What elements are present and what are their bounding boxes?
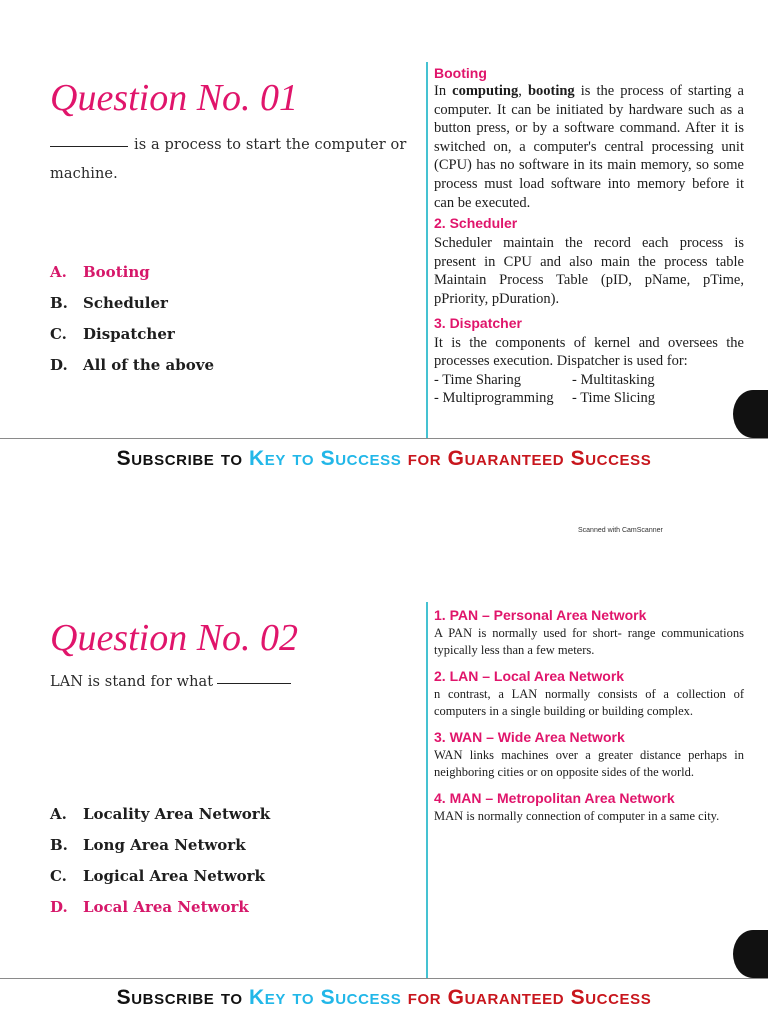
lan-heading: 2. LAN – Local Area Network bbox=[434, 668, 625, 684]
dispatcher-heading: 3. Dispatcher bbox=[434, 314, 522, 331]
explanation-panel bbox=[434, 607, 744, 825]
booting-text: In computing, booting is the process of starting a computer. It can be initiated by hardware such as a button press, or by a software command. After it is switched on, a computer's central processing unit (CPU) has no software in its main memory, so some process must load software into memory before it can be executed. bbox=[434, 83, 744, 211]
scheduler-heading: 2. Scheduler bbox=[434, 215, 518, 232]
question-title: Question No. 01 bbox=[50, 77, 299, 119]
dispatcher-uses-row-2: - Multiprogramming - Time Slicing bbox=[434, 390, 655, 407]
answer-options bbox=[50, 799, 270, 923]
explanation-panel bbox=[434, 65, 744, 408]
scheduler-text: Scheduler maintain the record each process is present in CPU and also main the process table Maintain Process Table (pID, pName, pTime, pPriority, pDuration). bbox=[434, 235, 744, 307]
question-title: Question No. 02 bbox=[50, 617, 299, 659]
option-a[interactable]: A. Locality Area Network bbox=[50, 805, 271, 823]
answer-blank bbox=[50, 146, 128, 147]
option-d[interactable]: D. All of the above bbox=[50, 356, 215, 374]
man-text: MAN is normally connection of computer in a same city. bbox=[434, 809, 720, 823]
divider-line bbox=[0, 438, 768, 439]
column-divider bbox=[426, 62, 428, 438]
answer-options bbox=[50, 257, 214, 381]
pan-heading: 1. PAN – Personal Area Network bbox=[434, 607, 647, 623]
dispatcher-text: It is the components of kernel and oversees the processes execution. Dispatcher is used for: bbox=[434, 334, 744, 370]
pan-text: A PAN is normally used for short- range communications typically less than a few meters. bbox=[434, 626, 744, 657]
question-text: LAN is stand for what bbox=[50, 668, 420, 697]
subscribe-banner: Subscribe to Key to Success for Guaranteed Success bbox=[116, 447, 652, 470]
option-d[interactable]: D. Local Area Network bbox=[50, 898, 249, 916]
option-a[interactable]: A. Booting bbox=[50, 263, 150, 281]
man-heading: 4. MAN – Metropolitan Area Network bbox=[434, 790, 675, 806]
booting-heading: Booting bbox=[434, 65, 487, 81]
column-divider bbox=[426, 602, 428, 978]
option-c[interactable]: C. Dispatcher bbox=[50, 325, 175, 343]
answer-blank bbox=[217, 683, 291, 684]
wan-heading: 3. WAN – Wide Area Network bbox=[434, 729, 625, 745]
subscribe-banner: Subscribe to Key to Success for Guaranteed Success bbox=[116, 986, 652, 1009]
option-b[interactable]: B. Scheduler bbox=[50, 294, 168, 312]
wan-text: WAN links machines over a greater distance perhaps in neighboring cities or on opposite sides of the world. bbox=[434, 748, 744, 779]
page-corner-blob bbox=[733, 390, 768, 438]
option-c[interactable]: C. Logical Area Network bbox=[50, 867, 265, 885]
divider-line bbox=[0, 978, 768, 979]
option-b[interactable]: B. Long Area Network bbox=[50, 836, 246, 854]
page-corner-blob bbox=[733, 930, 768, 978]
scanner-watermark: Scanned with CamScanner bbox=[578, 527, 663, 534]
dispatcher-uses-row-1: - Time Sharing - Multitasking bbox=[434, 371, 655, 388]
question-text: is a process to start the computer or machine. bbox=[50, 137, 407, 182]
slide-question-02 bbox=[0, 540, 768, 1024]
lan-text: n contrast, a LAN normally consists of a collection of computers in a single building or building complex. bbox=[434, 687, 744, 718]
